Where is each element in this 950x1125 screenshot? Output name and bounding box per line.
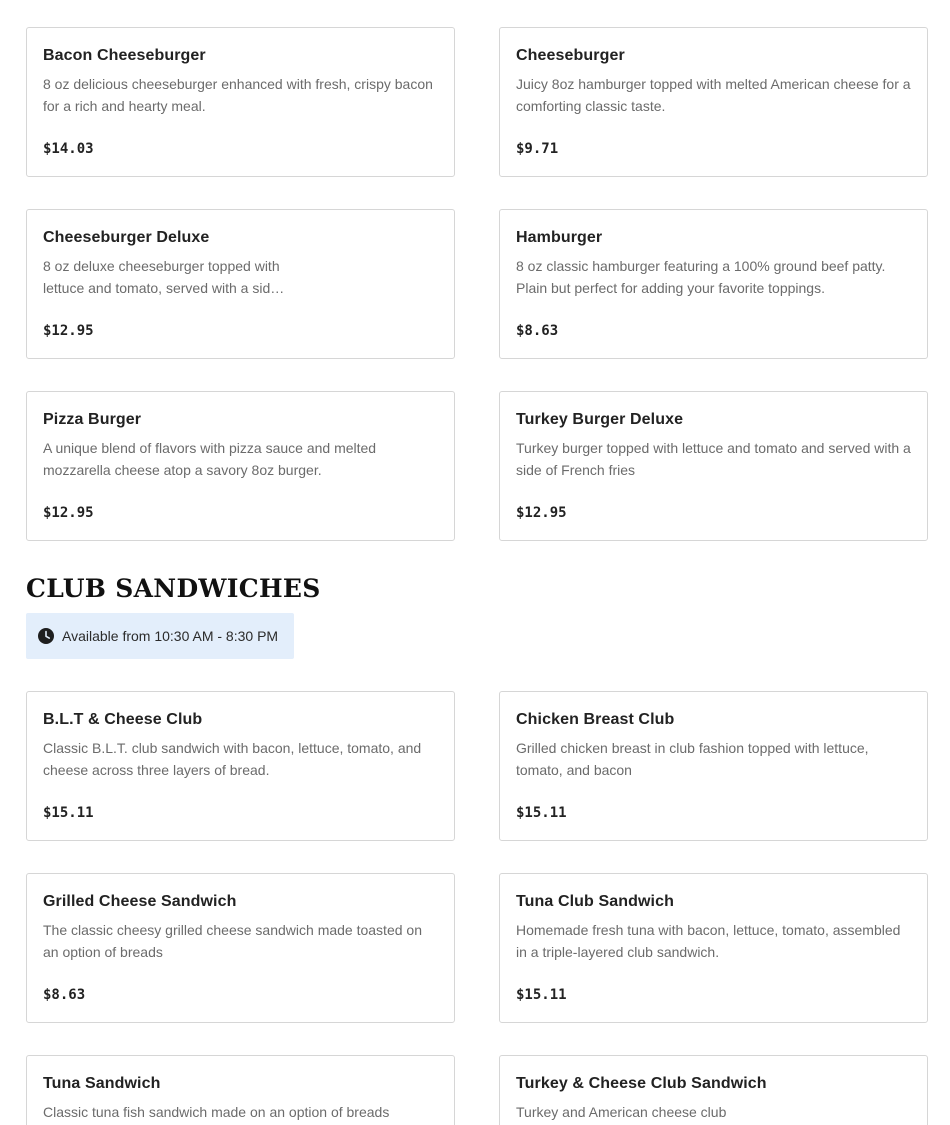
menu-item-price: $15.11 bbox=[43, 805, 94, 821]
menu-item-price: $15.11 bbox=[516, 987, 567, 1003]
clock-icon bbox=[38, 628, 54, 644]
menu-item-price: $12.95 bbox=[43, 323, 94, 339]
menu-item-description: Turkey burger topped with lettuce and tomato and served with a side of French fries bbox=[516, 440, 911, 478]
menu-item-name: Hamburger bbox=[516, 229, 603, 246]
menu-item-card[interactable] bbox=[26, 873, 455, 1023]
menu-item-price: $12.95 bbox=[516, 505, 567, 521]
menu-item-description: 8 oz classic hamburger featuring a 100% ground beef patty. Plain but perfect for adding your favorite toppings. bbox=[516, 258, 886, 296]
menu-item-description: Homemade fresh tuna with bacon, lettuce, tomato, assembled in a triple-layered club sandwich. bbox=[516, 922, 901, 960]
menu-item-price: $8.63 bbox=[43, 987, 86, 1003]
menu-item-name: Turkey Burger Deluxe bbox=[516, 411, 684, 428]
menu-item-name: Bacon Cheeseburger bbox=[43, 47, 206, 64]
menu-item-description: A unique blend of flavors with pizza sauce and melted mozzarella cheese atop a savory 8oz burger. bbox=[43, 440, 377, 478]
menu-item-description: Juicy 8oz hamburger topped with melted American cheese for a comforting classic taste. bbox=[516, 76, 911, 114]
menu-item-name: Tuna Club Sandwich bbox=[516, 893, 674, 910]
menu-item-description: Classic B.L.T. club sandwich with bacon, lettuce, tomato, and cheese across three layers of bread. bbox=[43, 740, 422, 778]
menu-item-card[interactable] bbox=[499, 391, 928, 541]
menu-item-name: Grilled Cheese Sandwich bbox=[43, 893, 237, 910]
menu-item-description: 8 oz deluxe cheeseburger topped with lettuce and tomato, served with a sid… bbox=[43, 258, 285, 296]
menu-item-card[interactable] bbox=[26, 391, 455, 541]
menu-item-card[interactable] bbox=[499, 1055, 928, 1125]
menu-item-description: Classic tuna fish sandwich made on an option of breads bbox=[43, 1104, 390, 1120]
menu-item-price: $12.95 bbox=[43, 505, 94, 521]
menu-item-price: $15.11 bbox=[516, 805, 567, 821]
menu-item-name: Turkey & Cheese Club Sandwich bbox=[516, 1075, 767, 1092]
menu-item-description: The classic cheesy grilled cheese sandwich made toasted on an option of breads bbox=[43, 922, 422, 960]
menu-item-card[interactable] bbox=[499, 691, 928, 841]
menu-item-name: Chicken Breast Club bbox=[516, 711, 675, 728]
menu-item-name: Cheeseburger bbox=[516, 47, 625, 64]
menu-item-card[interactable] bbox=[26, 691, 455, 841]
availability-badge bbox=[26, 613, 294, 659]
menu-item-name: Tuna Sandwich bbox=[43, 1075, 161, 1092]
menu-item-price: $9.71 bbox=[516, 141, 559, 157]
menu-item-card[interactable] bbox=[499, 27, 928, 177]
menu-item-description: Grilled chicken breast in club fashion topped with lettuce, tomato, and bacon bbox=[516, 740, 869, 778]
menu-item-card[interactable] bbox=[26, 27, 455, 177]
menu-item-description: 8 oz delicious cheeseburger enhanced with fresh, crispy bacon for a rich and hearty meal. bbox=[43, 76, 433, 114]
menu-item-card[interactable] bbox=[26, 1055, 455, 1125]
menu-item-card[interactable] bbox=[499, 209, 928, 359]
menu-item-description: Turkey and American cheese club bbox=[516, 1104, 727, 1120]
menu-item-name: B.L.T & Cheese Club bbox=[43, 711, 203, 728]
menu-item-card[interactable] bbox=[499, 873, 928, 1023]
menu-item-price: $14.03 bbox=[43, 141, 94, 157]
menu-item-price: $8.63 bbox=[516, 323, 559, 339]
menu-item-card[interactable] bbox=[26, 209, 455, 359]
section-title: CLUB SANDWICHES bbox=[26, 574, 321, 603]
availability-text: Available from 10:30 AM - 8:30 PM bbox=[62, 628, 279, 644]
menu-item-name: Pizza Burger bbox=[43, 411, 142, 428]
menu-item-name: Cheeseburger Deluxe bbox=[43, 229, 210, 246]
